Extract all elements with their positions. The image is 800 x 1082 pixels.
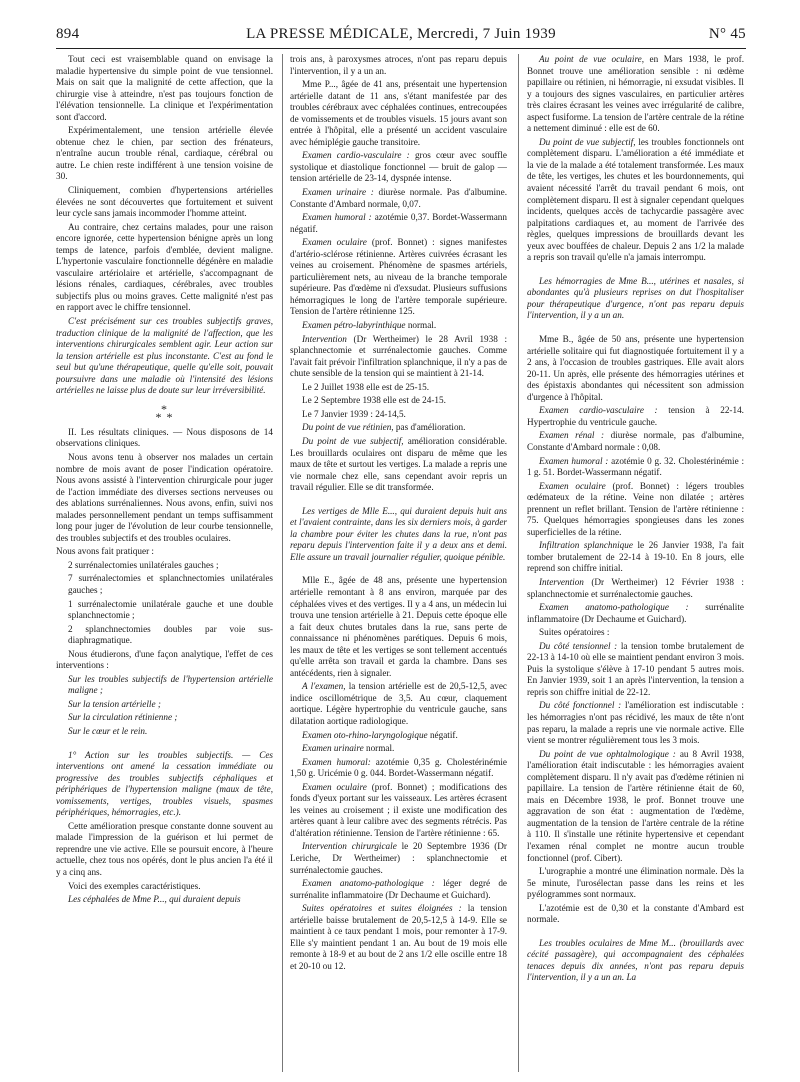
examination-text: (prof. Bonnet) ; modifications des fonds d'yeux portant sur les vaisseaux. Les artères écrasent les veines au croisement ; il existe une modification des artères quant à leur calibre avec des segments rétrécis. Pas d'altération rétinienne. Tension de l'artère rétinienne : 65. xyxy=(290,781,507,838)
examination-label: Intervention xyxy=(539,576,584,587)
italic-paragraph: C'est précisément sur ces troubles subjectifs graves, traduction clinique de la malignité de l'affection, que les interventions chirurgicales semblent agir. Leur action sur la tension artérielle est plus inconstante. C'est au fond le seul but qu'une thérapeutique, quelle qu'elle soit, pouvait poursuivre dans une maladie où l'intensité des lésions artérielles ne laisse plus de doute sur leur irréversibilité. xyxy=(56,316,273,396)
examination-label: Du point de vue subjectif, xyxy=(539,136,636,147)
examination-paragraph xyxy=(527,700,744,746)
examination-label: Examen anatomo-pathologique : xyxy=(302,878,435,889)
paragraph: L'azotémie est de 0,30 et la constante d'Ambard est normale. xyxy=(527,902,744,925)
paragraph: Le 2 Septembre 1938 elle est de 24-15. xyxy=(302,395,446,406)
paragraph-gap xyxy=(56,740,273,750)
examination-text: (prof. Bonnet) : signes manifestes d'artério-sclérose rétinienne. Artères cuivrées écrasant les veines au croisement. Phénomène de spasmes artériels, particulièrement nets, au niveau de la branche temporale supérieure. Pas d'œdème ni d'exsudat. Plusieurs suffusions hémorragiques le long de l'artère temporale supérieure. Tension de l'artère rétinienne 125. xyxy=(290,237,507,317)
paragraph: Cliniquement, combien d'hypertensions artérielles élevées ne sont découvertes que fortuitement et suivent leur cycle sans jamais incommoder l'homme atteint. xyxy=(56,185,273,219)
examination-paragraph xyxy=(290,782,507,840)
list-item: Sur les troubles subjectifs de l'hypertension artérielle maligne ; xyxy=(68,673,273,696)
examination-paragraph xyxy=(290,422,507,434)
column-1 xyxy=(56,54,273,1074)
examination-text: en Mars 1938, le prof. Bonnet trouve une amélioration sensible : ni œdème papillaire ou rétinien, ni hémorragie, ni exsudat visibles. Il y a toujours des signes vasculaires, en particulier artères très claires écrasant les veines avec irrégularité de calibre, aspect fusiforme. La tension de l'artère centrale de la rétine a nettement diminué : elle est de 60. xyxy=(527,54,744,134)
examination-text: pas d'amélioration. xyxy=(393,422,466,433)
paragraph-gap xyxy=(527,324,744,334)
list-item: Sur le cœur et le rein. xyxy=(68,725,148,736)
examination-label: Examen humoral : xyxy=(539,455,609,466)
examination-label: Examen pétro-labyrinthique xyxy=(302,320,406,331)
paragraph: Tout ceci est vraisemblable quand on envisage la maladie hypertensive du simple point de vue tensionnel. Mais on sait que la malignité de cette affection, que la chirurgie vise à atteindre, n'est pas toujours fonction de l'élévation tensionnelle. La clinique et l'expérimentation sont d'accord. xyxy=(56,54,273,122)
paragraph: Suites opératoires : xyxy=(539,627,610,638)
examination-paragraph xyxy=(290,743,507,755)
page-header xyxy=(56,24,746,48)
column-divider-1 xyxy=(282,54,283,1072)
examination-text: diurèse normale, pas d'albumine, Constante d'Ambard normale : 0,08. xyxy=(527,430,744,452)
paragraph-gap xyxy=(290,496,507,506)
list-item: Sur la circulation rétinienne ; xyxy=(68,712,178,723)
header-rule xyxy=(56,48,746,49)
paragraph-gap xyxy=(290,565,507,575)
examination-text: azotémie 0,35 g. Cholestérinémie 1,50 g. Uricémie 0 g. 044. Bordet-Wassermann négatif. xyxy=(290,756,507,779)
examination-text: la tension tombe brutalement de 22-13 à 14-10 où elle se maintient pendant environ 3 mois. Puis la systolique s'élève à 17-10 pendant 5 autres mois. En Janvier 1939, soit 1 an après l'intervention, la tension a repris son chiffre initial de 22-12. xyxy=(527,640,744,697)
paragraph: Cette amélioration presque constante donne souvent au malade l'impression de la guérison et lui permet de reprendre une vie active. Elle se poursuit encore, à l'heure actuelle, chez tous nos opérés, dont le plus ancien l'a été il y a cinq ans. xyxy=(56,820,273,877)
column-divider-2 xyxy=(518,54,519,1072)
italic-paragraph: 1° Action sur les troubles subjectifs. — Ces interventions ont amené la cessation immédiate ou progressive des troubles subjectifs céphaliques et périphériques de l'hypertension maligne (maux de tête, vomissements, vertiges, troubles visuels, spasmes périphériques, hémorragies, etc.). xyxy=(56,749,273,818)
section-separator: * * * xyxy=(155,401,174,424)
paragraph: trois ans, à paroxysmes atroces, n'ont pas reparu depuis l'intervention, il y a un an. xyxy=(290,54,507,76)
examination-text: (Dr Wertheimer) 12 Février 1938 : splanchnectomie et surrénalectomie gauches. xyxy=(527,576,744,599)
examination-label: Suites opératoires et suites éloignées : xyxy=(302,903,462,914)
journal-title: LA PRESSE MÉDICALE, Mercredi, 7 Juin 1939 xyxy=(246,26,556,42)
examination-text: normal. xyxy=(405,320,437,331)
examination-label: Du côté tensionnel : xyxy=(539,640,618,651)
list-item: 1 surrénalectomie unilatérale gauche et une double splanchnectomie ; xyxy=(68,598,273,621)
examination-label: Du point de vue subjectif, xyxy=(302,435,404,446)
examination-label: Infiltration splanchnique xyxy=(539,540,633,551)
column-2 xyxy=(290,54,507,1074)
examination-text: les troubles fonctionnels ont complètement disparu. L'amélioration a été immédiate et la vie de la malade a été totalement transformée. Les maux de tête, les vertiges, les chutes et les bourdonnements, qui avaient nécessité l'arrêt du travail pendant 6 mois, ont complètement disparu. Il est à signaler cependant quelques incidents, quelques accès de tachycardie passagère avec palpitations cardiaques et, au moment de l'arrivée des règles, quelques impressions de brouillards devant les yeux avec bouffées de chaleur. Depuis 2 ans 1/2 la malade a repris son travail qu'elle n'a jamais interrompu. xyxy=(527,136,744,263)
examination-text: (Dr Wertheimer) le 28 Avril 1938 : splanchnectomie et surrénalectomie gauches. Comme l'avait fait prévoir l'infiltration splanchnique, il n'y a pas de chute sensible de la tension qui se maintient à 21-14. xyxy=(290,333,507,379)
examination-paragraph xyxy=(290,237,507,318)
paragraph: Nous avons tenu à observer nos malades un certain nombre de mois avant de poser l'indication opératoire. Nous avons assisté à l'intervention chirurgicale pour juger de l'action immédiate des diverses sections nerveuses ou des ablations surrénaliennes. Nous avons, enfin, suivi nos malades personnellement pendant un temps suffisamment long pour juger de l'évolution de leur courbe tensionnelle, des troubles subjectifs et des troubles oculaires. xyxy=(56,451,273,543)
examination-paragraph xyxy=(290,878,507,901)
examination-text: azotémie 0 g. 32. Cholestérinémie : 1 g. 51. Bordet-Wassermann négatif. xyxy=(527,455,744,478)
issue-number: N° 45 xyxy=(708,26,746,42)
examination-paragraph xyxy=(290,334,507,380)
examination-text: négatif. xyxy=(427,729,458,740)
examination-paragraph xyxy=(527,54,744,135)
examination-label: Examen anatomo-pathologique : xyxy=(539,602,689,613)
list-item: 2 surrénalectomies unilatérales gauches ; xyxy=(68,559,219,570)
examination-text: diurèse normale. Pas d'albumine. Constante d'Ambard normale, 0,07. xyxy=(290,187,507,209)
paragraph: Mlle E., âgée de 48 ans, présente une hypertension artérielle remontant à 8 ans environ, marquée par des céphalées vives et des vertiges. Il y a 4 ans, un médecin lui trouva une tension artérielle à 21. Depuis cette époque elle a fait deux chutes brutales dans la rue, sans perte de connaissance ni phénomènes parétiques. Depuis 6 mois, les maux de tête et les vertiges se sont tellement accentués qu'elle arrêta son travail et garda la chambre. Dans ses antécédents, rien à signaler. xyxy=(290,575,507,678)
examination-paragraph xyxy=(290,212,507,235)
examination-paragraph xyxy=(290,150,507,185)
italic-paragraph: Les céphalées de Mme P..., qui duraient depuis xyxy=(68,894,241,905)
examination-text: tension à 22-14. Hypertrophie du ventricule gauche. xyxy=(527,405,744,427)
examination-paragraph xyxy=(527,540,744,575)
examination-paragraph xyxy=(527,430,744,453)
examination-paragraph xyxy=(527,602,744,625)
examination-paragraph xyxy=(527,456,744,479)
page-number: 894 xyxy=(56,26,80,42)
examination-label: Du côté fonctionnel : xyxy=(539,700,622,711)
column-3 xyxy=(527,54,744,1074)
examination-label: A l'examen, xyxy=(302,681,346,692)
paragraph: Nous étudierons, d'une façon analytique, l'effet de ces interventions : xyxy=(56,648,273,671)
paragraph: Le 7 Janvier 1939 : 24-14,5. xyxy=(302,408,406,419)
paragraph: Mme P..., âgée de 41 ans, présentait une hypertension artérielle datant de 11 ans, s'étant manifestée par des troubles cérébraux avec céphalées continues, entrecoupées de vomissements et de troubles visuels. 15 jours avant son entrée à l'hôpital, elle a présenté un accident vasculaire avec hémiplégie gauche transitoire. xyxy=(290,79,507,147)
italic-paragraph: Les hémorragies de Mme B..., utérines et nasales, si abondantes qu'à plusieurs reprises on dut l'hospitaliser pour thérapeutique d'urgence, n'ont pas reparu depuis l'intervention, il y a un an. xyxy=(527,275,744,321)
examination-paragraph xyxy=(527,749,744,864)
examination-text: (prof. Bonnet) : légers troubles œdémateux de la rétine. Veine non dilatée ; artères prennent un reflet brillant. Tension de l'artère rétinienne : 75. Quelques hémorragies spongieuses dans les zones superficielles de la rétine. xyxy=(527,480,744,537)
paragraph: L'urographie a montré une élimination normale. Dès la 5e minute, l'urosélectan passe dans les reins et les pyélogrammes sont normaux. xyxy=(527,866,744,900)
examination-text: normal. xyxy=(363,743,395,754)
examination-paragraph xyxy=(290,187,507,210)
examination-text: léger degré de surrénalite inflammatoire (Dr Dechaume et Guichard). xyxy=(290,878,507,900)
italic-paragraph: Les vertiges de Mlle E..., qui duraient depuis huit ans et l'avaient contrainte, dans les six derniers mois, à garder la chambre pour éviter les chutes dans la rue, n'ont pas reparu depuis l'intervention faite il y a deux ans et demi. Elle assure un travail journalier régulier, quoique pénible. xyxy=(290,505,507,562)
paragraph: Expérimentalement, une tension artérielle élevée obtenue chez le chien, par section des frénateurs, n'entraîne aucun trouble rénal, cardiaque, cérébral ou autre. Le chien reste indifférent à une tension voisine de 30. xyxy=(56,125,273,182)
examination-text: l'amélioration est indiscutable : les hémorragies n'ont pas récidivé, les maux de tête n'ont pas reparu, la malade a repris une vie normale active. Elle vient se montrer régulièrement tous les 3 mois. xyxy=(527,700,744,746)
examination-text: la tension artérielle baisse brutalement de 20,5-12,5 à 14-9. Elle se maintient à ce taux pendant 1 mois, pour remonter à 17-9. Elle s'y maintient pendant 1 an. Au bout de 19 mois elle remonte à 18-9 et au bout de 2 ans 1/2 elle oscille entre 18 et 20-10 ou 12. xyxy=(290,903,507,971)
paragraph-gap xyxy=(527,928,744,938)
examination-label: Examen cardio-vasculaire : xyxy=(539,405,658,416)
examination-label: Intervention xyxy=(302,333,347,344)
examination-paragraph xyxy=(290,681,507,727)
examination-text: azotémie 0,37. Bordet-Wassermann négatif. xyxy=(290,212,507,234)
paragraph: Le 2 Juillet 1938 elle est de 25-15. xyxy=(302,381,430,392)
examination-text: gros cœur avec souffle systolique et diastolique fonctionnel — bruit de galop — tension artérielle de 23-14, dyspnée intense. xyxy=(290,150,507,184)
examination-paragraph xyxy=(290,841,507,876)
examination-text: au 8 Avril 1938, l'amélioration était indiscutable : les hémorragies avaient complètement disparu. Il n'y avait pas d'œdème rétinien ni papillaire. La tension de l'artère rétinienne était de 60, mais en Décembre 1938, le prof. Bonnet trouve une aggravation de son état : augmentation de l'œdème, augmentation de la tension de l'artère centrale de la rétine à 110. Il s'installe une rétinite hypertensive et cependant l'examen rénal complet ne montre aucun trouble fonctionnel (prof. Cibert). xyxy=(527,748,744,863)
examination-text: le 26 Janvier 1938, l'a fait tomber brutalement de 22-14 à 19-10. En 8 jours, elle reprend son chiffre initial. xyxy=(527,540,744,574)
examination-label: Examen urinaire : xyxy=(302,187,374,198)
examination-label: Du point de vue ophtalmologique : xyxy=(539,748,676,759)
examination-label: Examen humoral: xyxy=(302,756,371,767)
examination-paragraph xyxy=(290,903,507,972)
examination-label: Examen oculaire xyxy=(539,480,606,491)
list-item: Sur la tension artérielle ; xyxy=(68,698,161,709)
examination-text: surrénalite inflammatoire (Dr Dechaume et Guichard). xyxy=(527,602,744,624)
examination-label: Examen oculaire xyxy=(302,781,367,792)
paragraph: Au contraire, chez certains malades, pour une raison encore ignorée, cette hypertension bénigne après un long temps de latence, parfois d'emblée, devient maligne. L'hypertonie vasculaire fonctionnelle dégénère en maladie vasculaire artériolaire et artérielle, s'accompagnant de lésions rénales, cardiaques, cérébrales, avec troubles subjectifs plus ou moins graves. Cette malignité n'est pas en rapport avec le chiffre tensionnel. xyxy=(56,221,273,313)
italic-paragraph: Les troubles oculaires de Mme M... (brouillards avec cécité passagère), qui accompagnaient des céphalées tenaces depuis dix années, n'ont pas reparu depuis l'intervention, il y a un an. La xyxy=(527,937,744,983)
examination-text: amélioration considérable. Les brouillards oculaires ont disparu de même que les maux de tête et surtout les vertiges. La malade a repris une vie normale chez elle, sans cependant avoir repris un travail régulier. Elle se dit transformée. xyxy=(290,435,507,493)
examination-label: Intervention chirurgicale xyxy=(302,841,397,852)
examination-paragraph xyxy=(290,436,507,494)
examination-paragraph xyxy=(527,481,744,539)
list-item: 2 splanchnectomies doubles par voie sus-diaphragmatique. xyxy=(68,623,273,646)
examination-paragraph xyxy=(290,730,507,742)
examination-paragraph xyxy=(290,757,507,780)
examination-label: Examen rénal : xyxy=(539,430,605,441)
examination-label: Examen oculaire xyxy=(302,237,367,248)
examination-paragraph xyxy=(527,641,744,699)
paragraph-gap xyxy=(527,266,744,276)
paragraph: II. Les résultats cliniques. — Nous disposons de 14 observations cliniques. xyxy=(56,426,273,449)
examination-label: Examen urinaire xyxy=(302,743,364,754)
list-item: 7 surrénalectomies et splanchnectomies unilatérales gauches ; xyxy=(68,573,273,595)
examination-label: Examen cardio-vasculaire : xyxy=(302,150,410,161)
examination-paragraph xyxy=(527,577,744,600)
examination-label: Examen humoral : xyxy=(302,212,372,223)
paragraph: Mme B., âgée de 50 ans, présente une hypertension artérielle solitaire qui fut diagnostiquée fortuitement il y a 2 ans, à l'occasion de troubles gastriques. Elle avait alors 20-11. Un après, elle présente des hémorragies utérines et des épistaxis abondantes qui nécessitent son admission d'urgence à l'hôpital. xyxy=(527,334,744,402)
examination-text: la tension artérielle est de 20,5-12,5, avec indice oscillométrique de 3,5. Au cœur, claquement aortique. Légère hypertrophie du ventricule gauche, sans dilatation aortique radiologique. xyxy=(290,681,507,726)
examination-paragraph xyxy=(527,137,744,264)
examination-label: Examen oto-rhino-laryngologique xyxy=(302,729,428,740)
examination-text: le 20 Septembre 1936 (Dr Leriche, Dr Wertheimer) : splanchnectomie et surrénalectomie gauches. xyxy=(290,841,507,875)
examination-paragraph xyxy=(290,320,507,332)
paragraph: Nous avons fait pratiquer : xyxy=(56,546,154,557)
examination-label: Au point de vue oculaire, xyxy=(539,54,645,64)
examination-paragraph xyxy=(527,405,744,428)
paragraph: Voici des exemples caractéristiques. xyxy=(68,880,201,891)
examination-label: Du point de vue rétinien, xyxy=(302,422,394,433)
